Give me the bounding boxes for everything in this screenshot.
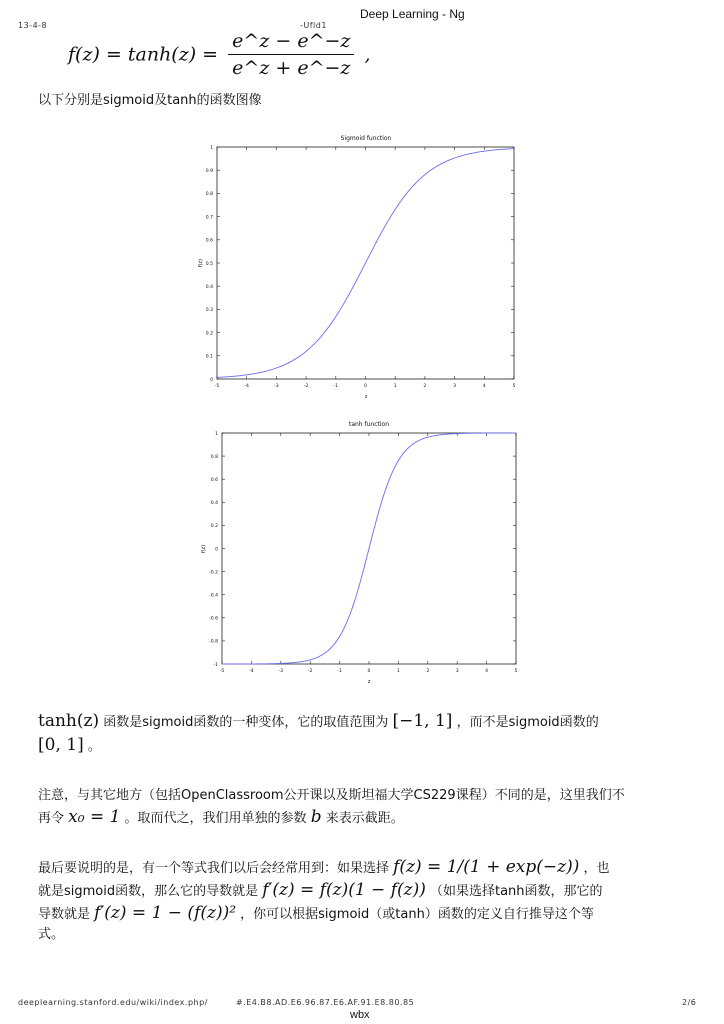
- math-b: b: [310, 807, 322, 827]
- sigmoid-xtick-label: 1: [393, 384, 397, 389]
- sigmoid-xlabel: z: [364, 394, 368, 400]
- para3-l3b: ，你可以根据sigmoid（或tanh）函数的定义自行推导这个等: [236, 907, 594, 922]
- para3-l1a: 最后要说明的是，有一个等式我们以后会经常用到：如果选择: [38, 861, 394, 876]
- math-sigmoid-def: f(z) = 1/(1 + exp(−z)): [393, 857, 580, 877]
- para3-l3a: 导数就是: [38, 907, 95, 922]
- para1-text3: 。: [83, 739, 101, 754]
- math-sigmoid-derivative: f′(z) = f(z)(1 − f(z)): [262, 880, 426, 900]
- tanh-xtick-label: 1: [396, 669, 400, 674]
- sigmoid-xtick-label: 0: [364, 384, 367, 389]
- footer-bottom-label: wbx: [350, 1009, 370, 1021]
- tanh-xtick-label: -1: [337, 669, 342, 674]
- tanh-ytick-label: 0.4: [210, 501, 218, 507]
- sigmoid-xtick-label: -3: [274, 384, 279, 389]
- para2-line2a: 再令: [38, 811, 69, 826]
- paragraph-note-line2: [38, 806, 404, 830]
- sigmoid-chart: [190, 130, 530, 402]
- sigmoid-ytick-label: 0.3: [205, 308, 213, 314]
- tanh-ytick-label: -0.2: [209, 570, 218, 576]
- paragraph-tanh-range-line2: [38, 734, 101, 758]
- math-tanh-derivative: f′(z) = 1 − (f(z))²: [94, 903, 237, 923]
- tanh-ytick-label: 0: [215, 547, 218, 553]
- sigmoid-ylabel: f(z): [198, 258, 204, 268]
- sigmoid-ytick-label: 0.6: [205, 238, 213, 244]
- math-tanh-z: tanh(z): [38, 711, 100, 731]
- sigmoid-xtick-label: -5: [214, 384, 220, 389]
- sigmoid-chart-title: Sigmoid function: [340, 135, 392, 142]
- sigmoid-ytick-label: 1: [210, 145, 213, 151]
- tanh-ytick-label: -0.6: [209, 616, 218, 622]
- paragraph-derivative-line2: [38, 879, 603, 903]
- tanh-ytick-label: 1: [215, 431, 218, 437]
- footer-encoded-anchor: #.E4.B8.AD.E6.96.87.E6.AF.91.E8.80.85: [236, 998, 415, 1007]
- sigmoid-ytick-label: 0.1: [205, 354, 213, 360]
- sigmoid-ytick-label: 0.7: [205, 215, 213, 221]
- sigmoid-xtick-label: -2: [303, 384, 309, 389]
- tanh-xtick-label: -5: [219, 669, 225, 674]
- tanh-xtick-label: -4: [249, 669, 254, 674]
- footer-url[interactable]: deeplearning.stanford.edu/wiki/index.php/: [18, 998, 208, 1007]
- para3-l1b: ，也: [579, 861, 610, 876]
- tanh-curve: [222, 433, 516, 664]
- sigmoid-ytick-label: 0: [210, 377, 213, 383]
- footer-page-number: 2/6: [682, 998, 697, 1007]
- tanh-ylabel: f(z): [201, 544, 207, 554]
- para3-l2b: （如果选择tanh函数，那它的: [425, 884, 603, 899]
- tanh-xtick-label: 3: [455, 669, 459, 674]
- sigmoid-xtick-label: -4: [244, 384, 249, 389]
- sigmoid-ytick-label: 0.4: [205, 285, 213, 290]
- math-x0-equals-1: x₀ = 1: [68, 807, 121, 827]
- para1-text2: ，而不是sigmoid函数的: [452, 715, 599, 730]
- formula-numerator: e^z − e^−z: [228, 30, 354, 55]
- sigmoid-ytick-label: 0.9: [205, 169, 213, 174]
- para1-text1: 函数是sigmoid函数的一种变体，它的取值范围为: [99, 715, 393, 730]
- header-date: 13-4-8: [18, 21, 48, 30]
- header-title: Deep Learning - Ng: [360, 7, 465, 21]
- tanh-xtick-label: -3: [278, 669, 284, 674]
- paragraph-derivative-line3: [38, 902, 594, 926]
- para3-l2a: 就是sigmoid函数，那么它的导数就是: [38, 884, 263, 899]
- tanh-chart-title: tanh function: [348, 421, 390, 428]
- tanh-xtick-label: -2: [307, 669, 313, 674]
- tanh-xlabel: z: [367, 679, 371, 685]
- sigmoid-xtick-label: 5: [512, 384, 516, 389]
- math-range-sigmoid: [0, 1]: [38, 735, 84, 755]
- sigmoid-curve: [217, 149, 514, 378]
- tanh-ytick-label: 0.2: [210, 524, 218, 530]
- tanh-definition-formula: [68, 30, 371, 79]
- tanh-ytick-label: -0.8: [209, 639, 218, 645]
- sigmoid-xtick-label: 2: [423, 384, 427, 389]
- tanh-xtick-label: 2: [426, 669, 430, 674]
- formula-lhs: f(z) = tanh(z) =: [68, 43, 219, 66]
- header-code: -Ufld1: [300, 21, 327, 30]
- tanh-chart: [193, 416, 533, 688]
- sigmoid-ytick-label: 0.5: [205, 261, 213, 267]
- tanh-xtick-label: 4: [485, 669, 489, 674]
- paragraph-derivative-line1: [38, 856, 610, 880]
- formula-tail: ,: [364, 43, 371, 66]
- sigmoid-ytick-label: 0.2: [205, 331, 213, 337]
- paragraph-note-line1: 注意，与其它地方（包括OpenClassroom公开课以及斯坦福大学CS229课程）不同的是，这里我们不: [38, 788, 625, 803]
- para2-line2c: 来表示截距。: [321, 811, 404, 826]
- tanh-xtick-label: 5: [514, 669, 518, 674]
- paragraph-tanh-range: [38, 710, 599, 734]
- tanh-xtick-label: 0: [367, 669, 371, 674]
- sigmoid-ytick-label: 0.8: [205, 192, 213, 198]
- intro-text: 以下分别是sigmoid及tanh的函数图像: [38, 93, 262, 108]
- sigmoid-xtick-label: 3: [453, 384, 457, 389]
- paragraph-derivative-line4: 式。: [38, 927, 65, 942]
- para2-line2b: 。取而代之，我们用单独的参数: [120, 811, 311, 826]
- tanh-ytick-label: -0.4: [209, 593, 218, 599]
- math-range-tanh: [−1, 1]: [392, 711, 453, 731]
- tanh-ytick-label: 0.8: [210, 454, 218, 460]
- sigmoid-xtick-label: 4: [482, 384, 486, 389]
- tanh-ytick-label: -1: [213, 662, 218, 668]
- formula-denominator: e^z + e^−z: [232, 57, 351, 79]
- sigmoid-xtick-label: -1: [333, 384, 339, 389]
- tanh-ytick-label: 0.6: [210, 478, 218, 483]
